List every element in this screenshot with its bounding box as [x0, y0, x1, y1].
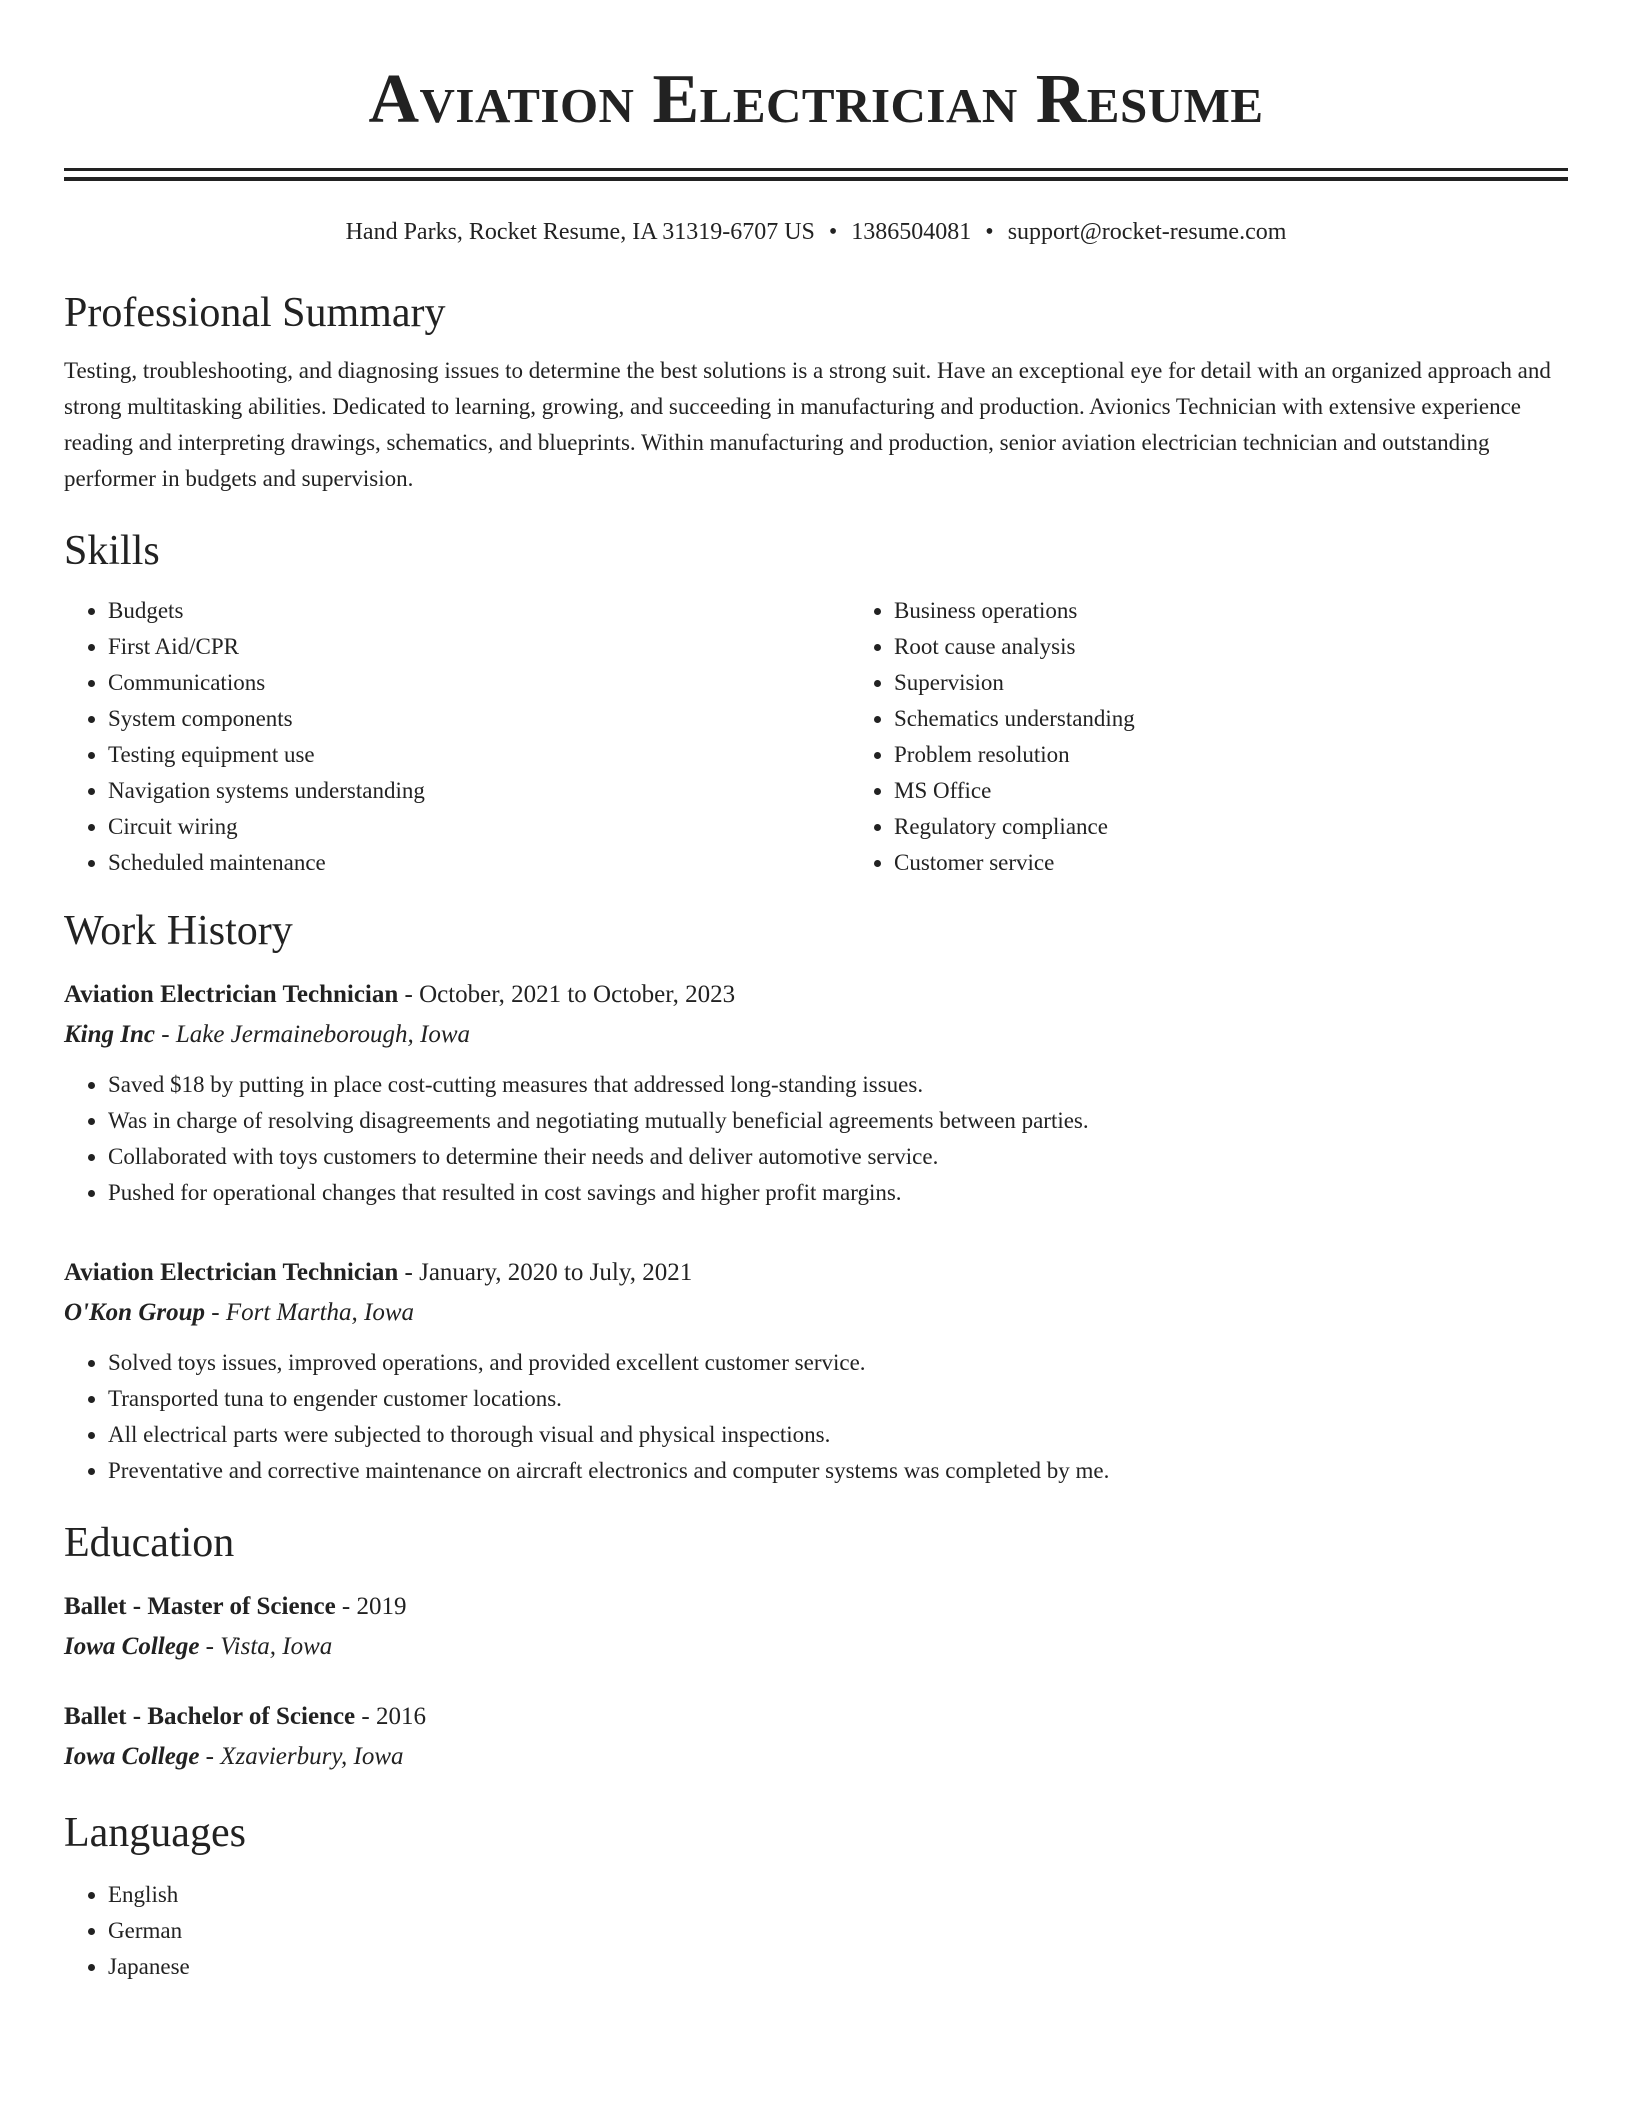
skill-item: • Testing equipment use [108, 737, 850, 773]
title-double-rule [64, 168, 1568, 181]
job-location: - Fort Martha, Iowa [205, 1299, 415, 1326]
education-degree-line [64, 1697, 1568, 1737]
skill-item: • First Aid/CPR [108, 629, 850, 665]
job-title-line [64, 975, 1568, 1015]
job-bullet: • Transported tuna to engender customer locations. [108, 1381, 1568, 1417]
skill-item: • Customer service [894, 845, 1568, 881]
education-location: - Vista, Iowa [199, 1633, 333, 1660]
skill-item: • MS Office [894, 773, 1568, 809]
skill-item: • System components [108, 701, 850, 737]
education-entry [64, 1587, 1568, 1667]
summary-text: Testing, troubleshooting, and diagnosing issues to determine the best solutions is a strong suit. Have an exceptional eye for detail with an organized approach and strong multitasking abilities. Dedicated to learning, growing, and succeeding in manufacturing and production. Avionics Technician with extensive experience reading and interpreting drawings, schematics, and blueprints. Within manufacturing and production, senior aviation electrician technician and outstanding performer in budgets and supervision. [64, 358, 1551, 491]
skill-item: • Budgets [108, 593, 850, 629]
skill-item: • Schematics understanding [894, 701, 1568, 737]
job-dates: - January, 2020 to July, 2021 [398, 1259, 693, 1286]
skill-item: • Supervision [894, 665, 1568, 701]
job-company: King Inc [64, 1021, 156, 1048]
job-dates: - October, 2021 to October, 2023 [398, 981, 736, 1008]
skill-item: • Business operations [894, 593, 1568, 629]
job-entry [64, 975, 1568, 1211]
job-bullets [64, 1345, 1568, 1489]
section-heading-summary: Professional Summary [64, 290, 446, 336]
job-company: O'Kon Group [64, 1299, 206, 1326]
job-bullets [64, 1067, 1568, 1211]
job-bullet: • Solved toys issues, improved operations, and provided excellent customer service. [108, 1345, 1568, 1381]
skill-item: • Navigation systems understanding [108, 773, 850, 809]
language-item: • English [108, 1877, 1568, 1913]
contact-phone: 1386504081 [851, 219, 972, 245]
skill-item: • Circuit wiring [108, 809, 850, 845]
job-location: - Lake Jermaineborough, Iowa [155, 1021, 471, 1048]
language-item: • German [108, 1913, 1568, 1949]
job-title-line [64, 1253, 1568, 1293]
rule-line-bottom [64, 177, 1568, 181]
education-school-line [64, 1737, 1568, 1777]
rule-line-top [64, 168, 1568, 171]
job-company-line [64, 1293, 1568, 1333]
job-bullet: • All electrical parts were subjected to thorough visual and physical inspections. [108, 1417, 1568, 1453]
job-title: Aviation Electrician Technician [64, 981, 399, 1008]
contact-separator: • [828, 219, 838, 245]
contact-email[interactable]: support@rocket-resume.com [1007, 219, 1287, 245]
skills-list-left [64, 593, 850, 881]
education-school: Iowa College [64, 1743, 200, 1770]
job-bullet: • Collaborated with toys customers to determine their needs and deliver automotive service. [108, 1139, 1568, 1175]
language-item: • Japanese [108, 1949, 1568, 1985]
skills-list-right [850, 593, 1568, 881]
skill-item: • Regulatory compliance [894, 809, 1568, 845]
contact-line [64, 217, 1568, 247]
job-bullet: • Pushed for operational changes that resulted in cost savings and higher profit margins. [108, 1175, 1568, 1211]
education-entry [64, 1697, 1568, 1777]
education-location: - Xzavierbury, Iowa [199, 1743, 404, 1770]
education-degree-line [64, 1587, 1568, 1627]
education-degree: Ballet - Master of Science [64, 1593, 336, 1620]
job-company-line [64, 1015, 1568, 1055]
job-entry [64, 1253, 1568, 1489]
education-year: - 2016 [355, 1703, 426, 1730]
job-bullet: • Saved $18 by putting in place cost-cutting measures that addressed long-standing issues. [108, 1067, 1568, 1103]
contact-separator: • [985, 219, 994, 245]
job-bullet: • Preventative and corrective maintenance on aircraft electronics and computer systems was completed by me. [108, 1453, 1568, 1489]
skill-item: • Communications [108, 665, 850, 701]
education-degree: Ballet - Bachelor of Science [64, 1703, 356, 1730]
section-heading-languages: Languages [64, 1810, 246, 1856]
job-bullet: • Was in charge of resolving disagreements and negotiating mutually beneficial agreements between parties. [108, 1103, 1568, 1139]
resume-title: Aviation Electrician Resume [368, 61, 1264, 138]
languages-list [64, 1877, 1568, 1985]
education-school-line [64, 1627, 1568, 1667]
skill-item: • Root cause analysis [894, 629, 1568, 665]
section-heading-work-history: Work History [64, 908, 293, 954]
education-year: - 2019 [335, 1593, 407, 1620]
section-heading-skills: Skills [64, 528, 160, 574]
skill-item: • Problem resolution [894, 737, 1568, 773]
skill-item: • Scheduled maintenance [108, 845, 850, 881]
education-school: Iowa College [64, 1633, 200, 1660]
section-heading-education: Education [64, 1520, 235, 1566]
skills-columns [64, 593, 1568, 881]
job-title: Aviation Electrician Technician [64, 1259, 399, 1286]
contact-address: Hand Parks, Rocket Resume, IA 31319-6707 US [345, 219, 815, 245]
